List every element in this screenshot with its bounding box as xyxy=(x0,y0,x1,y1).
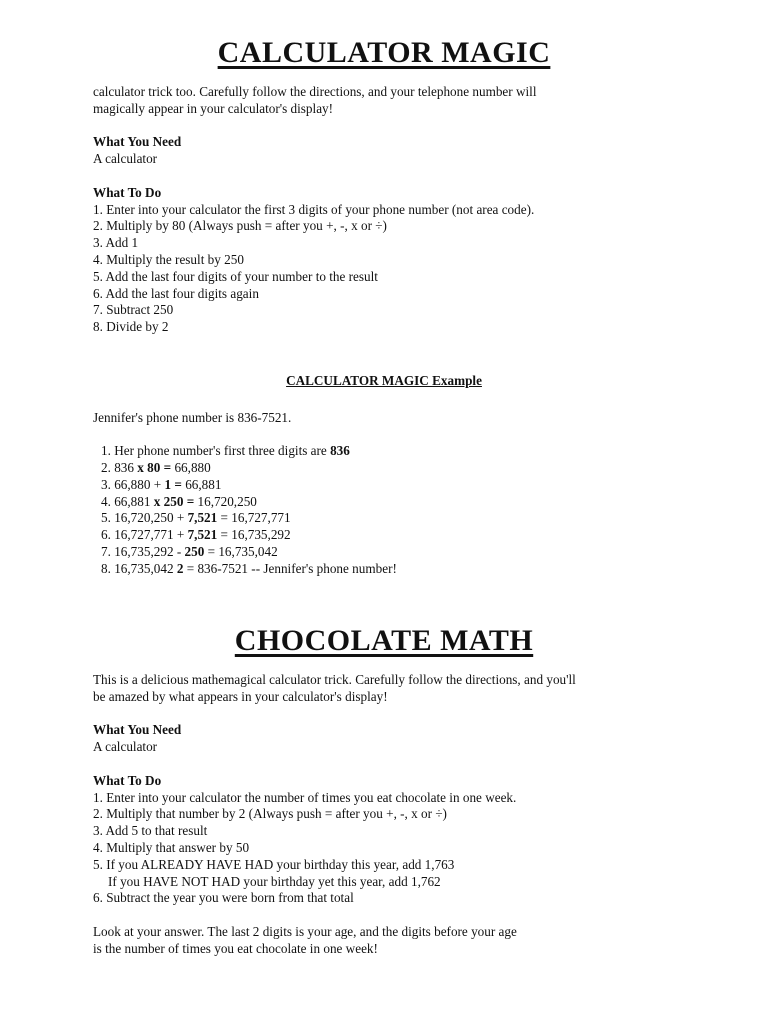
step-item: 2. Multiply that number by 2 (Always push = after you +, -, x or ÷) xyxy=(93,806,447,822)
calculator-magic-section xyxy=(0,34,768,72)
step-item: 8. Divide by 2 xyxy=(93,319,169,335)
step-item: 1. Enter into your calculator the number of times you eat chocolate in one week. xyxy=(93,789,517,805)
example-step: 2. 836 x 80 = 66,880 xyxy=(101,459,211,475)
chocolate-math-section xyxy=(0,622,768,660)
what-to-do-heading: What To Do xyxy=(93,772,162,788)
need-item: A calculator xyxy=(93,739,158,755)
step-item: 5. If you ALREADY HAVE HAD your birthday this year, add 1,763 xyxy=(93,856,455,872)
example-step: 4. 66,881 x 250 = 16,720,250 xyxy=(101,493,257,509)
step-item: 3. Add 1 xyxy=(93,235,139,251)
step-item: 7. Subtract 250 xyxy=(93,302,174,318)
example-step: 3. 66,880 + 1 = 66,881 xyxy=(101,476,222,492)
intro-line: This is a delicious mathemagical calculator trick. Carefully follow the directions, and you'll xyxy=(93,672,576,687)
chocolate-math-body xyxy=(93,672,693,958)
outro-line: Look at your answer. The last 2 digits is your age, and the digits before your age xyxy=(93,923,517,939)
what-to-do-heading: What To Do xyxy=(93,184,162,200)
example-step: 8. 16,735,042 2 = 836-7521 -- Jennifer's phone number! xyxy=(101,560,397,576)
step-item: 6. Subtract the year you were born from that total xyxy=(93,890,354,906)
example-intro: Jennifer's phone number is 836-7521. xyxy=(93,409,292,425)
intro-line: be amazed by what appears in your calculator's display! xyxy=(93,688,388,704)
intro-line: magically appear in your calculator's display! xyxy=(93,100,334,116)
example-step: 1. Her phone number's first three digits are 836 xyxy=(101,443,350,459)
example-step: 6. 16,727,771 + 7,521 = 16,735,292 xyxy=(101,527,291,543)
intro-line: calculator trick too. Carefully follow the directions, and your telephone number will xyxy=(93,84,537,99)
example-step: 5. 16,720,250 + 7,521 = 16,727,771 xyxy=(101,510,291,526)
step-item: 5. Add the last four digits of your number to the result xyxy=(93,268,378,284)
step-item: 4. Multiply the result by 250 xyxy=(93,251,244,267)
example-title: CALCULATOR MAGIC Example xyxy=(286,372,482,388)
chocolate-math-title: CHOCOLATE MATH xyxy=(234,624,534,657)
step-item: 6. Add the last four digits again xyxy=(93,285,259,301)
what-you-need-heading: What You Need xyxy=(93,722,182,738)
step-item: 4. Multiply that answer by 50 xyxy=(93,839,250,855)
step-item: 2. Multiply by 80 (Always push = after you +, -, x or ÷) xyxy=(93,218,387,234)
step-item: 3. Add 5 to that result xyxy=(93,823,208,839)
example-step: 7. 16,735,292 - 250 = 16,735,042 xyxy=(101,543,278,559)
what-you-need-heading: What You Need xyxy=(93,134,182,150)
calculator-magic-title: CALCULATOR MAGIC xyxy=(217,36,551,69)
outro-line: is the number of times you eat chocolate in one week! xyxy=(93,940,378,956)
step-item: 1. Enter into your calculator the first 3 digits of your phone number (not area code). xyxy=(93,201,535,217)
example-steps-list xyxy=(93,443,693,577)
step-item-alt: If you HAVE NOT HAD your birthday yet this year, add 1,762 xyxy=(108,873,441,889)
need-item: A calculator xyxy=(93,151,158,167)
calculator-magic-body xyxy=(93,84,693,578)
